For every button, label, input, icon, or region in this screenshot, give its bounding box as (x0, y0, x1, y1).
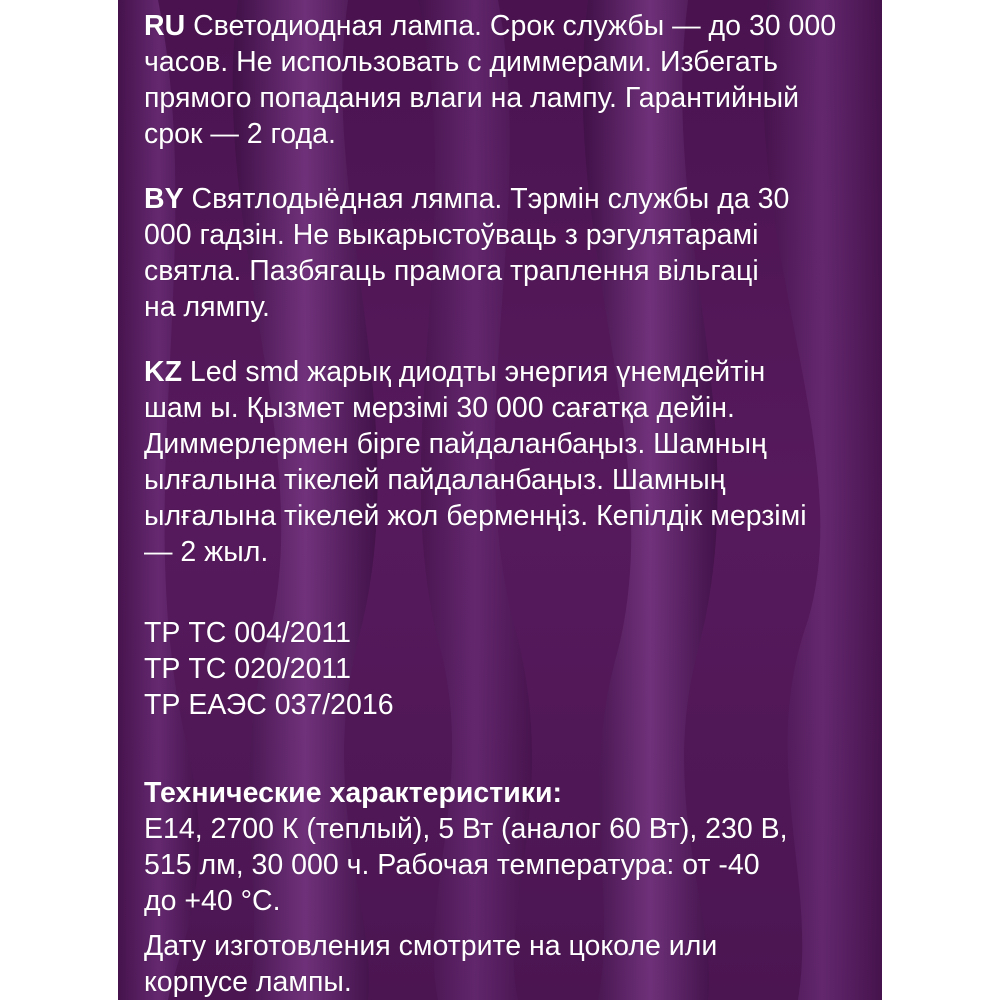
standards-list (144, 615, 864, 723)
instruction-text-block (144, 8, 864, 1000)
specs-line: 515 лм, 30 000 ч. Рабочая температура: от -40 (144, 849, 760, 881)
paragraph-kz-line: ылғалына тікелей жол берменңіз. Кепілдік мерзімі (144, 500, 807, 532)
paragraph-kz-line: — 2 жыл. (144, 536, 269, 568)
language-code-kz: KZ (144, 356, 182, 388)
paragraph-ru-line (144, 8, 864, 44)
packaging-panel (118, 0, 882, 1000)
paragraph-kz-line: ылғалына тікелей пайдаланбаңыз. Шамның (144, 464, 726, 496)
paragraph-kz-line: шам ы. Қызмет мерзімі 30 000 сағатқа дейін. (144, 392, 735, 424)
paragraph-ru-text: Светодиодная лампа. Срок службы — до 30 000 (185, 10, 837, 42)
paragraph-kz-text: Led smd жарық диодты энергия үнемдейтін (182, 356, 766, 388)
paragraph-by-line: 000 гадзін. Не выкарыстоўваць з рэгулятарамі (144, 219, 759, 251)
language-code-ru: RU (144, 10, 186, 42)
language-code-by: BY (144, 183, 184, 215)
paragraph-kz (144, 354, 864, 570)
paragraph-ru (144, 8, 864, 152)
manufacture-note-line: корпусе лампы. (144, 966, 352, 998)
paragraph-by-line (144, 181, 864, 217)
specs-heading: Технические характеристики: (144, 777, 563, 809)
paragraph-ru-line: срок — 2 года. (144, 118, 336, 150)
paragraph-by-line: святла. Пазбягаць прамога траплення вільгаці (144, 255, 759, 287)
standard-item: ТР ТС 004/2011 (144, 617, 352, 649)
specs-section (144, 775, 864, 919)
paragraph-ru-line: часов. Не использовать с диммерами. Избегать (144, 46, 778, 78)
specs-line: до +40 °С. (144, 885, 281, 917)
manufacture-note-line: Дату изготовления смотрите на цоколе или (144, 930, 718, 962)
paragraph-ru-line: прямого попадания влаги на лампу. Гарантийный (144, 82, 800, 114)
paragraph-by (144, 181, 864, 325)
paragraph-by-text: Святлодыёдная лямпа. Тэрмін службы да 30 (183, 183, 790, 215)
manufacture-date-note (144, 928, 864, 1000)
specs-line: Е14, 2700 К (теплый), 5 Вт (аналог 60 Вт), 230 В, (144, 813, 788, 845)
standard-item: ТР ЕАЭС 037/2016 (144, 689, 394, 721)
paragraph-by-line: на лямпу. (144, 291, 270, 323)
standard-item: ТР ТС 020/2011 (144, 653, 352, 685)
paragraph-kz-line: Диммерлермен бірге пайдаланбаңыз. Шамның (144, 428, 767, 460)
paragraph-kz-line (144, 354, 864, 390)
